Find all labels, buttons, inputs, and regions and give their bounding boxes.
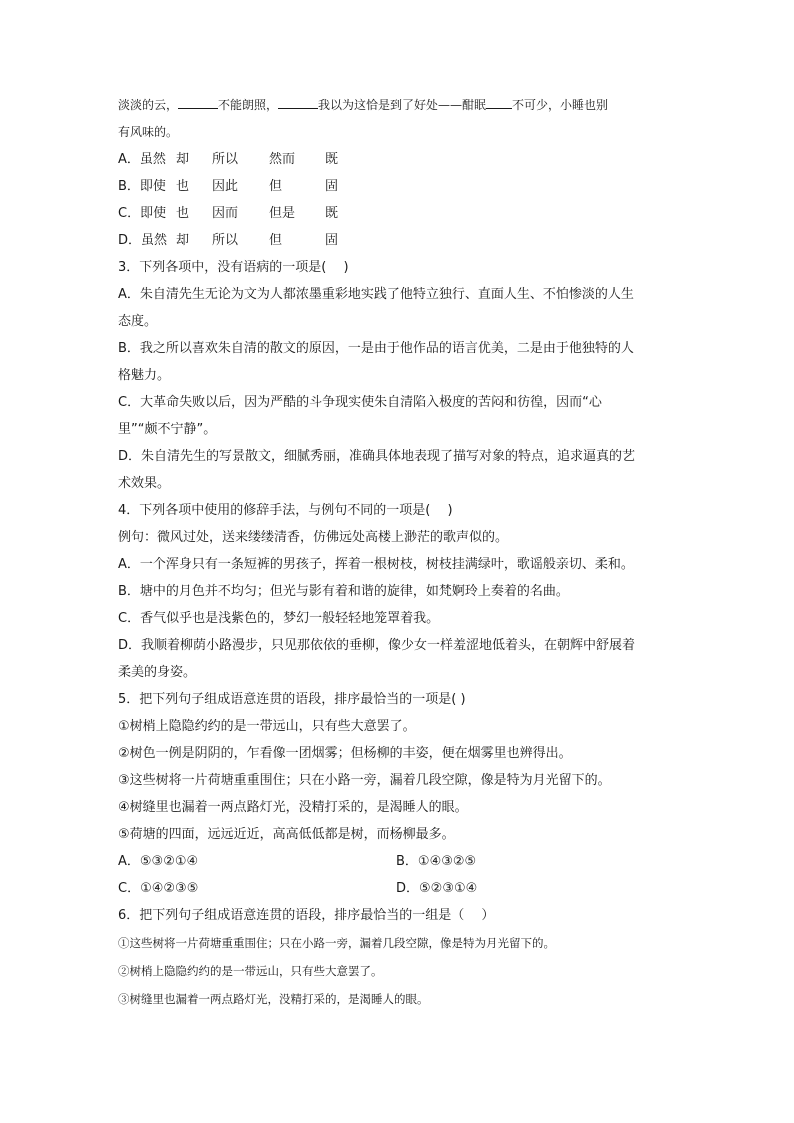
q5-sentence: ①树梢上隐隐约约的是一带远山，只有些大意罢了。 (118, 719, 416, 734)
option-word: 固 (325, 179, 339, 194)
q6-sentence: ③树缝里也漏着一两点路灯光，没精打采的，是渴睡人的眼。 (118, 992, 429, 1006)
option-word: 也 (176, 206, 190, 221)
option-word: 也 (176, 179, 190, 194)
q6-sentence: ①这些树将一片荷塘重重围住；只在小路一旁，漏着几段空隙，像是特为月光留下的。 (118, 936, 555, 950)
option-word: 因此 (212, 179, 239, 194)
option-word: 所以 (212, 233, 239, 248)
q3-line: C．大革命失败以后，因为严酷的斗争现实使朱自清陷入极度的苦闷和彷徨，因而“心 (118, 395, 602, 410)
option-word: 却 (176, 233, 190, 248)
q4-line: C．香气似乎也是浅紫色的，梦幻一般轻轻地笼罩着我。 (118, 611, 440, 626)
q2-stem-line2: 有风味的。 (118, 125, 179, 139)
q4-line: A．一个浑身只有一条短裤的男孩子，挥着一根树枝，树枝挂满绿叶，歌谣般亲切、柔和。 (118, 557, 634, 572)
q4-stem: 4．下列各项中使用的修辞手法，与例句不同的一项是( ) (118, 503, 453, 518)
q2-stem-text: 我以为这恰是到了好处——酣眠 (318, 98, 487, 112)
q5-options-row (118, 848, 678, 875)
q5-option: C．①④②③⑤ (118, 881, 199, 896)
q3-line: 术效果。 (118, 476, 171, 491)
option-word: 所以 (212, 152, 239, 167)
q5-sentence: ③这些树将一片荷塘重重围住；只在小路一旁，漏着几段空隙，像是特为月光留下的。 (118, 773, 611, 788)
q2-option-b (118, 173, 678, 200)
option-label: B．即使 (118, 179, 166, 194)
q3-line: 态度。 (118, 314, 158, 329)
q6-sentence: ②树梢上隐隐约约的是一带远山，只有些大意罢了。 (118, 964, 383, 978)
q6-stem: 6．把下列句子组成语意连贯的语段，排序最恰当的一组是（ ） (118, 908, 495, 923)
q2-option-d (118, 227, 678, 254)
q2-option-c (118, 200, 678, 227)
q5-sentence: ④树缝里也漏着一两点路灯光，没精打采的，是渴睡人的眼。 (118, 800, 468, 815)
option-word: 固 (325, 233, 339, 248)
q2-stem-text: 淡淡的云， (118, 98, 179, 112)
q5-option: D．⑤②③①④ (396, 881, 478, 896)
answer-blank (486, 94, 512, 109)
q5-option: A．⑤③②①④ (118, 854, 199, 869)
q3-line: A．朱自清先生无论为文为人都浓墨重彩地实践了他特立独行、直面人生、不怕惨淡的人生 (118, 287, 634, 302)
exam-page (118, 92, 678, 1013)
answer-blank (178, 94, 218, 109)
q3-line: 格魅力。 (118, 368, 171, 383)
q3-line: B．我之所以喜欢朱自清的散文的原因，一是由于他作品的语言优美，二是由于他独特的人 (118, 341, 634, 356)
option-word: 但是 (269, 206, 296, 221)
q3-line: D．朱自清先生的写景散文，细腻秀丽，准确具体地表现了描写对象的特点，追求逼真的艺 (118, 449, 636, 464)
option-word: 但 (269, 233, 283, 248)
option-label: C．即使 (118, 206, 167, 221)
q5-option: B．①④③②⑤ (396, 854, 477, 869)
option-word: 既 (325, 206, 339, 221)
q4-example: 例句：微风过处，送来缕缕清香，仿佛远处高楼上渺茫的歌声似的。 (118, 530, 509, 545)
q2-option-a (118, 146, 678, 173)
option-word: 然而 (269, 152, 296, 167)
q5-stem: 5．把下列句子组成语意连贯的语段，排序最恰当的一项是( ) (118, 692, 466, 707)
q2-stem-text: 不能朗照， (218, 98, 279, 112)
q4-line: B．塘中的月色并不均匀；但光与影有着和谐的旋律，如梵婀玲上奏着的名曲。 (118, 584, 569, 599)
option-word: 但 (269, 179, 283, 194)
q5-sentence: ⑤荷塘的四面，远远近近，高高低低都是树，而杨柳最多。 (118, 827, 455, 842)
option-word: 因而 (212, 206, 239, 221)
q5-sentence: ②树色一例是阴阴的，乍看像一团烟雾；但杨柳的丰姿，便在烟雾里也辨得出。 (118, 746, 572, 761)
q2-stem-text: 不可少，小睡也别 (512, 98, 609, 112)
q2-stem-line1 (118, 92, 678, 119)
q5-options-row (118, 875, 678, 902)
q4-line: D．我顺着柳荫小路漫步，只见那依依的垂柳，像少女一样羞涩地低着头，在朝辉中舒展着 (118, 638, 636, 653)
q3-stem: 3．下列各项中，没有语病的一项是( ) (118, 260, 349, 275)
option-word: 却 (176, 152, 190, 167)
option-label: D．虽然 (118, 233, 168, 248)
option-word: 既 (325, 152, 339, 167)
q4-line: 柔美的身姿。 (118, 665, 197, 680)
q3-line: 里”“颇不宁静”。 (118, 422, 217, 437)
option-label: A．虽然 (118, 152, 166, 167)
answer-blank (278, 94, 318, 109)
